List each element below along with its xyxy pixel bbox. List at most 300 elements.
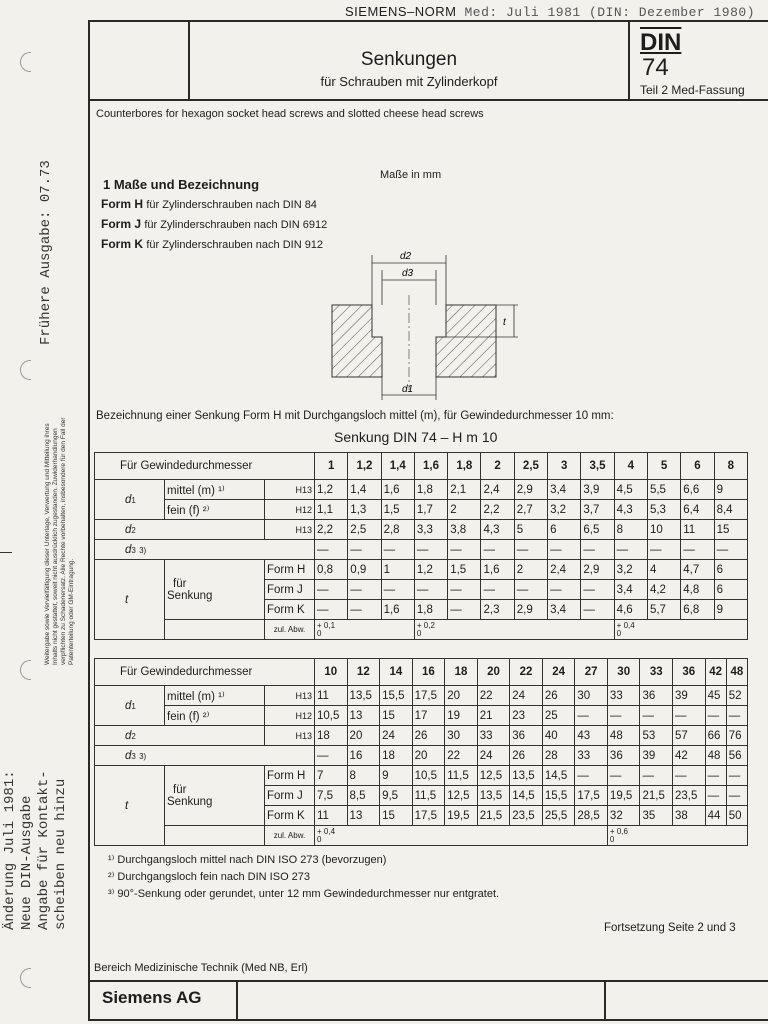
senkung-text: Senkung [167,589,213,602]
value-cell: 56 [726,746,747,766]
value-cell: 5,5 [647,480,680,500]
value-cell: 1,4 [348,480,381,500]
table-row [95,540,748,560]
size-cell: 24 [542,659,575,686]
size-cell: 20 [477,659,510,686]
value-cell: — [647,540,680,560]
value-cell: 50 [726,806,747,826]
value-cell: 6 [714,580,747,600]
form-label: Form J [265,786,315,806]
value-cell: 13 [347,706,380,726]
tol-upper: + 0,4 [317,826,336,836]
value-cell: — [607,766,640,786]
value-cell: 35 [640,806,673,826]
value-cell: 2,8 [381,520,414,540]
value-cell: 6,8 [681,600,714,620]
row-symbol [95,726,265,746]
table-row [95,520,748,540]
value-cell: 53 [640,726,673,746]
value-cell: 11,5 [445,766,478,786]
symbol-sub: 2 [131,731,136,741]
size-cell: 4 [614,453,647,480]
value-cell: 43 [575,726,608,746]
value-cell: — [481,540,514,560]
value-cell: 40 [542,726,575,746]
zul-abw-label: zul. Abw. [265,826,315,846]
value-cell: 52 [726,686,747,706]
value-cell: 5 [514,520,547,540]
form-label: Form K [265,806,315,826]
value-cell: 11 [315,806,348,826]
company-name: Siemens AG [102,988,202,1007]
dimension-table-large [94,658,748,846]
tol-upper: + 0,2 [416,620,435,630]
symbol-sub: 3 [131,545,136,555]
document-subtitle: für Schrauben mit Zylinderkopf [320,74,498,89]
symbol: d [125,749,132,762]
size-cell: 6 [681,453,714,480]
tolerance-cell [614,620,747,640]
value-cell: — [575,706,608,726]
value-cell: 36 [640,686,673,706]
size-cell: 36 [673,659,706,686]
value-cell: 2,9 [514,600,547,620]
value-cell: 13,5 [510,766,543,786]
value-cell: — [514,580,547,600]
value-cell: 26 [412,726,445,746]
counterbore-drawing [320,245,530,405]
value-cell: 20 [347,726,380,746]
value-cell: 1,7 [414,500,447,520]
value-cell: 3,4 [548,480,581,500]
value-cell: 17,5 [412,686,445,706]
value-cell: 16 [347,746,380,766]
form-label: Form H [265,560,315,580]
value-cell: — [607,706,640,726]
footnote-1: ¹⁾ Durchgangsloch mittel nach DIN ISO 273 (bevorzugen) [108,854,387,866]
value-cell: — [481,580,514,600]
row-label: fein (f) ²⁾ [165,500,265,520]
value-cell: — [705,706,726,726]
size-cell: 1,6 [414,453,447,480]
value-cell: — [381,580,414,600]
value-cell: — [414,580,447,600]
tol-class: H13 [265,520,315,540]
value-cell: 7 [315,766,348,786]
value-cell: 6 [548,520,581,540]
size-cell: 1,2 [348,453,381,480]
units-note: Maße in mm [380,169,442,181]
value-cell: 1 [381,560,414,580]
value-cell: — [705,786,726,806]
form-list [101,195,327,255]
value-cell: 1,2 [315,480,348,500]
value-cell: 4,3 [481,520,514,540]
row-symbol [95,480,165,520]
din-number: 74 [642,54,669,81]
value-cell: 38 [673,806,706,826]
senkung-label [165,560,265,620]
change-note-3: Angabe für Kontakt- [36,770,52,930]
change-note-4: scheiben neu hinzu [53,778,69,930]
value-cell: 23,5 [673,786,706,806]
value-cell: 24 [510,686,543,706]
value-cell: — [448,540,481,560]
english-title: Counterbores for hexagon socket head screws and slotted cheese head screws [96,108,484,120]
section-heading: 1 Maße und Bezeichnung [103,177,260,192]
table-row [95,500,748,520]
workpiece-left [332,305,382,377]
value-cell: 8 [614,520,647,540]
value-cell: 3,2 [614,560,647,580]
value-cell: 12,5 [477,766,510,786]
value-cell: 1,8 [414,600,447,620]
tol-class: H12 [265,706,315,726]
value-cell: 10,5 [412,766,445,786]
value-cell: 2,2 [481,500,514,520]
table-row [95,560,748,580]
value-cell: 9 [380,766,413,786]
value-cell: 22 [445,746,478,766]
value-cell: — [681,540,714,560]
footnote-2: ²⁾ Durchgangsloch fein nach DIN ISO 273 [108,871,311,883]
value-cell: 6,5 [581,520,614,540]
value-cell: 3,3 [414,520,447,540]
value-cell: 23 [510,706,543,726]
table-row [95,686,748,706]
row-label: fein (f) ²⁾ [165,706,265,726]
value-cell: 13,5 [477,786,510,806]
value-cell: 1,5 [448,560,481,580]
symbol-sub: 1 [131,701,136,711]
value-cell: — [673,766,706,786]
size-cell: 3,5 [581,453,614,480]
size-cell: 30 [607,659,640,686]
continuation-note: Fortsetzung Seite 2 und 3 [604,922,736,934]
size-cell: 1,4 [381,453,414,480]
footnotes [108,852,499,903]
change-note-2: Neue DIN-Ausgabe [19,795,35,930]
table-row [95,480,748,500]
value-cell: 5,7 [647,600,680,620]
value-cell: 10 [647,520,680,540]
value-cell: 21 [477,706,510,726]
value-cell: — [714,540,747,560]
value-cell: 15 [380,806,413,826]
value-cell: 14,5 [510,786,543,806]
value-cell: 6,6 [681,480,714,500]
value-cell: 17 [412,706,445,726]
value-cell: 24 [477,746,510,766]
workpiece-right [436,305,496,377]
value-cell: — [548,540,581,560]
size-cell: 8 [714,453,747,480]
value-cell: — [315,580,348,600]
value-cell: 4,5 [614,480,647,500]
row-symbol [95,766,165,846]
form-j-line [101,215,327,235]
form-label: Form J [265,580,315,600]
value-cell: 21,5 [477,806,510,826]
binder-hole [20,660,31,680]
form-desc: für Zylinderschrauben nach DIN 912 [146,239,324,251]
size-cell: 5 [647,453,680,480]
value-cell: 8,5 [347,786,380,806]
value-cell: 18 [315,726,348,746]
value-cell: 32 [607,806,640,826]
value-cell: 15,5 [542,786,575,806]
value-cell: 6,4 [681,500,714,520]
value-cell: 25 [542,706,575,726]
value-cell: — [705,766,726,786]
value-cell: 15,5 [380,686,413,706]
table-header-row [95,659,748,686]
form-label: Form H [265,766,315,786]
tol-lower: 0 [317,628,322,638]
din-label: DIN [640,29,682,56]
value-cell: 2,9 [514,480,547,500]
form-label: Form K [265,600,315,620]
document-title: Senkungen [360,49,458,70]
value-cell: 48 [607,726,640,746]
tol-lower: 0 [609,834,615,844]
symbol: t [125,799,129,812]
value-cell: 3,4 [614,580,647,600]
value-cell: — [448,600,481,620]
med-note: Med: Juli 1981 (DIN: Dezember 1980) [464,5,756,20]
value-cell: 20 [445,686,478,706]
size-cell: 16 [412,659,445,686]
size-cell: 14 [380,659,413,686]
value-cell: 21,5 [640,786,673,806]
tolerance-row [95,620,748,640]
value-cell: 4,7 [681,560,714,580]
row-symbol [95,746,315,766]
size-cell: 1,8 [448,453,481,480]
value-cell: 57 [673,726,706,746]
value-cell: 15 [714,520,747,540]
size-cell: 10 [315,659,348,686]
value-cell: 17,5 [575,786,608,806]
value-cell: 66 [705,726,726,746]
label-d2: d2 [400,251,412,262]
table-row [95,766,748,786]
header-label: Für Gewindedurchmesser [95,453,315,480]
size-cell: 2,5 [514,453,547,480]
row-symbol [95,560,165,640]
value-cell: — [640,706,673,726]
value-cell: 3,9 [581,480,614,500]
binder-hole [20,52,31,72]
value-cell: 2 [514,560,547,580]
fuer-text: für [173,783,187,796]
value-cell: 2,4 [481,480,514,500]
value-cell: 3,7 [581,500,614,520]
value-cell: 3,2 [548,500,581,520]
form-name: Form J [101,217,142,231]
value-cell: — [315,600,348,620]
tol-class: H12 [265,500,315,520]
tolerance-cell [315,620,415,640]
tol-lower: 0 [416,628,422,638]
row-label: mittel (m) ¹⁾ [165,686,265,706]
size-cell: 22 [510,659,543,686]
value-cell: — [315,746,348,766]
value-cell: — [575,766,608,786]
value-cell: — [640,766,673,786]
value-cell: 44 [705,806,726,826]
symbol: t [125,593,129,606]
table-row [95,726,748,746]
value-cell: 23,5 [510,806,543,826]
form-desc: für Zylinderschrauben nach DIN 84 [146,199,317,211]
value-cell: — [348,580,381,600]
size-cell: 3 [548,453,581,480]
form-k-line [101,235,327,255]
label-d3: d3 [402,268,414,279]
value-cell: 15 [380,706,413,726]
value-cell: 14,5 [542,766,575,786]
value-cell: — [348,540,381,560]
value-cell: 20 [412,746,445,766]
symbol-sub: 3 [131,751,136,761]
value-cell: 1,1 [315,500,348,520]
value-cell: 24 [380,726,413,746]
size-cell: 27 [575,659,608,686]
value-cell: 28 [542,746,575,766]
value-cell: — [581,580,614,600]
value-cell: 8,4 [714,500,747,520]
norm-header [345,4,755,20]
senkung-text: Senkung [167,795,213,808]
value-cell: — [726,786,747,806]
binder-hole [20,968,31,988]
value-cell: 9 [714,600,747,620]
size-cell: 33 [640,659,673,686]
form-name: Form K [101,237,143,251]
value-cell: 1,2 [414,560,447,580]
row-label: mittel (m) ¹⁾ [165,480,265,500]
value-cell: 11,5 [412,786,445,806]
value-cell: — [581,600,614,620]
senkung-label [165,766,265,826]
tolerance-cell [315,826,608,846]
value-cell: 2,1 [448,480,481,500]
size-cell: 2 [481,453,514,480]
value-cell: 7,5 [315,786,348,806]
margin-mark [0,552,12,553]
value-cell: 13 [347,806,380,826]
value-cell: 4,6 [614,600,647,620]
symbol: d [125,493,132,506]
value-cell: 11 [681,520,714,540]
value-cell: 1,6 [381,600,414,620]
size-cell: 12 [347,659,380,686]
value-cell: 13,5 [347,686,380,706]
value-cell: 10,5 [315,706,348,726]
previous-edition: Frühere Ausgabe: 07.73 [38,160,54,345]
value-cell: 3,4 [548,600,581,620]
tol-class: H13 [265,480,315,500]
value-cell: 2,4 [548,560,581,580]
legal-notice: Weitergabe sowie Vervielfältigung dieser Unterlage, Verwertung und Mitteilung ihres Inhalts nicht gestattet, soweit nicht ausdrücklich zugestanden. Zuwiderhandlungen verpflichten zu Schadenersatz. Alle Rechte vorbehalten, insbesondere für den Fall der Patenterteilung oder GM-Eintragung. [44,417,75,665]
value-cell: 19 [445,706,478,726]
value-cell: 42 [673,746,706,766]
size-cell: 18 [445,659,478,686]
value-cell: 36 [607,746,640,766]
value-cell: — [381,540,414,560]
value-cell: — [548,580,581,600]
value-cell: 36 [510,726,543,746]
value-cell: 2,3 [481,600,514,620]
value-cell: 6 [714,560,747,580]
value-cell: 2,5 [348,520,381,540]
symbol-sub: 1 [131,495,136,505]
tolerance-cell [607,826,747,846]
symbol-sub: 2 [131,525,136,535]
value-cell: 33 [477,726,510,746]
form-name: Form H [101,197,143,211]
size-cell: 42 [705,659,726,686]
tol-upper: + 0,1 [317,620,336,630]
value-cell: — [514,540,547,560]
department-note: Bereich Medizinische Technik (Med NB, Erl) [94,962,308,974]
zul-abw-label: zul. Abw. [265,620,315,640]
table-row [95,746,748,766]
value-cell: 4,8 [681,580,714,600]
value-cell: 4,2 [647,580,680,600]
value-cell: 39 [640,746,673,766]
value-cell: 26 [510,746,543,766]
part-label: Teil 2 Med-Fassung [640,83,745,97]
value-cell: 17,5 [412,806,445,826]
size-cell: 1 [315,453,348,480]
binder-hole [20,360,31,380]
symbol: d [125,543,132,556]
value-cell: 2 [448,500,481,520]
row-symbol [95,520,265,540]
value-cell: 45 [705,686,726,706]
tolerance-cell [414,620,614,640]
value-cell: — [726,706,747,726]
value-cell: — [581,540,614,560]
value-cell: 2,2 [315,520,348,540]
symbol: d [125,729,132,742]
value-cell: — [726,766,747,786]
tol-class: H13 [265,686,315,706]
change-note-1: Änderung Juli 1981: [2,770,18,930]
symbol: d [125,699,132,712]
value-cell: — [414,540,447,560]
tol-upper: + 0,6 [609,826,628,836]
value-cell: 48 [705,746,726,766]
row-symbol [95,540,315,560]
value-cell: 1,5 [381,500,414,520]
value-cell: 19,5 [445,806,478,826]
tol-lower: 0 [616,628,622,638]
value-cell: — [348,600,381,620]
size-cell: 48 [726,659,747,686]
row-symbol [95,686,165,726]
value-cell: 30 [575,686,608,706]
value-cell: 19,5 [607,786,640,806]
value-cell: 39 [673,686,706,706]
value-cell: 1,8 [414,480,447,500]
footnote-3: ³⁾ 90°-Senkung oder gerundet, unter 12 mm Gewindedurchmesser nur entgratet. [108,888,500,900]
value-cell: 8 [347,766,380,786]
value-cell: 9 [714,480,747,500]
tol-upper: + 0,4 [616,620,635,630]
